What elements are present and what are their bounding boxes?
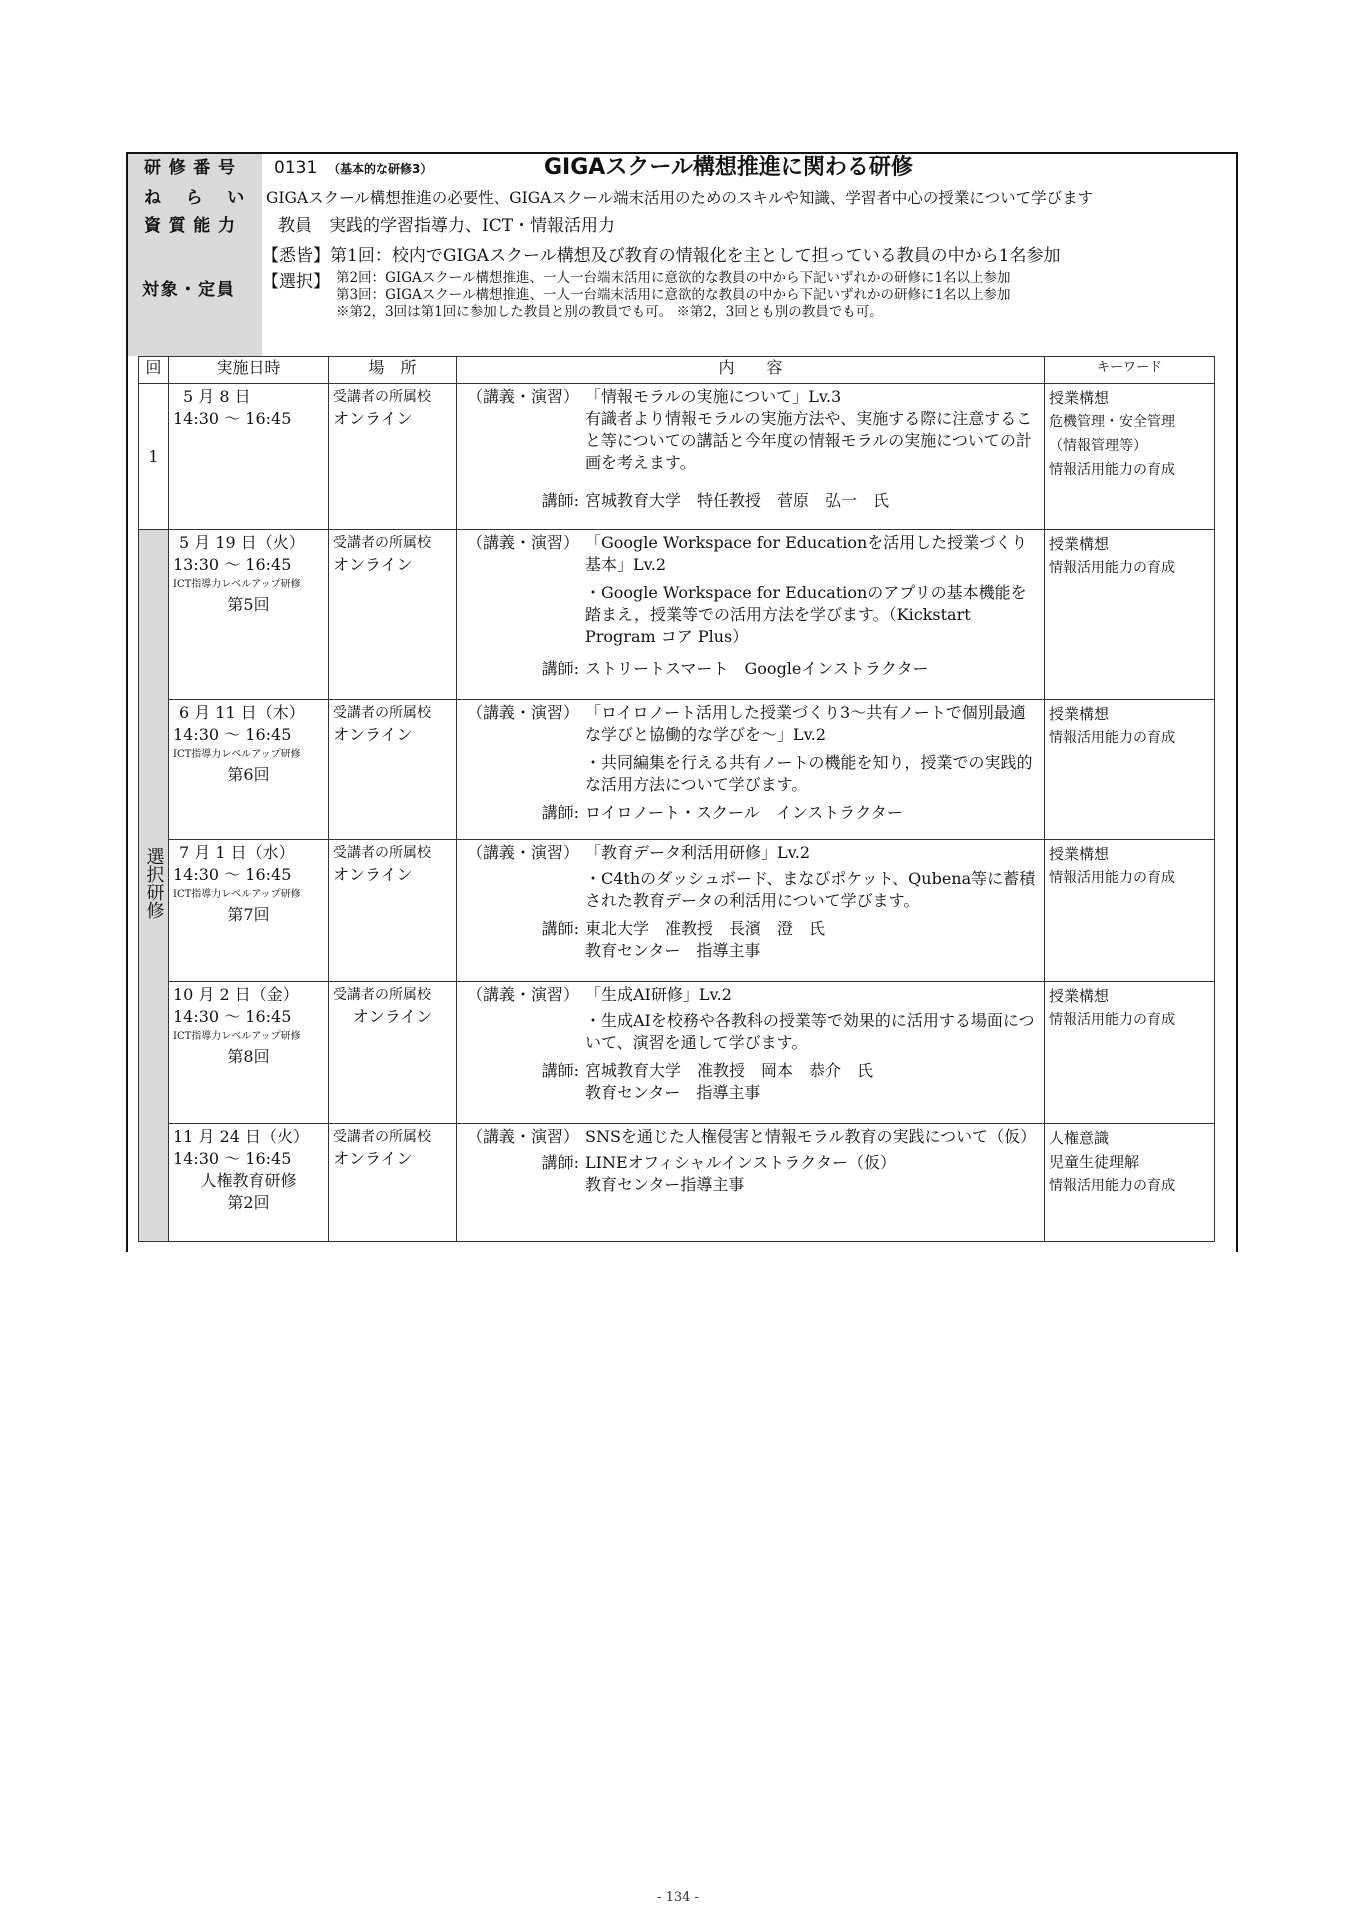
content-title: 「情報モラルの実施について」Lv.3 [585,387,842,406]
target-label: 対象・定員 [128,240,262,356]
session-note: 人権教育研修 [200,1171,297,1190]
training-category: （基本的な研修3） [328,162,433,176]
place-school: 受講者の所属校 [333,389,431,405]
target-line-1: 【悉皆】第1回：校内でGIGAスクール構想及び教育の情報化を主として担っている教員の中から1名参加 [262,246,1061,266]
keyword: 授業構想 [1049,389,1110,407]
lecturer: ロイロノート・スクール インストラクター [585,803,903,822]
date: 5 月 8 日 [183,387,251,406]
training-number-label: 研修番号 [128,154,262,184]
keyword: 児童生徒理解 [1049,1153,1140,1171]
row-keywords [1045,982,1215,1124]
time: 14:30 〜 16:45 [173,1149,292,1168]
content-title: 「ロイロノート活用した授業づくり3〜共有ノートで個別最適な学びと協働的な学びを〜」Lv.2 [585,703,1026,744]
table-row [139,530,1215,700]
row-date [169,700,329,840]
row-content [457,982,1045,1124]
schedule-table [138,356,1215,1242]
keyword: 情報活用能力の育成 [1049,462,1175,478]
keyword: 情報活用能力の育成 [1049,1012,1175,1028]
date: 10 月 2 日（金） [173,985,299,1004]
lecturer: 東北大学 准教授 長濱 澄 氏 [585,919,826,938]
row-keywords [1045,1124,1215,1242]
row-content [457,384,1045,530]
session-note: ICT指導力レベルアップ研修 [173,1031,301,1042]
lecturer-label: 講師: [541,1061,579,1080]
content-type: （講義・演習） [466,843,579,862]
time: 13:30 〜 16:45 [173,555,292,574]
lecturer: ストリートスマート Googleインストラクター [585,659,929,678]
session-note: ICT指導力レベルアップ研修 [173,889,301,900]
keyword: 情報活用能力の育成 [1049,870,1175,886]
row-content [457,840,1045,982]
content-type: （講義・演習） [466,387,579,406]
col-kai: 回 [139,357,169,384]
session-note: ICT指導力レベルアップ研修 [173,749,301,760]
table-row [139,982,1215,1124]
target-small-3: ※第2，3回は第1回に参加した教員と別の教員でも可。 ※第2，3回とも別の教員でも可。 [336,304,883,320]
keyword: 危機管理・安全管理 [1049,414,1175,430]
content-title: SNSを通じた人権侵害と情報モラル教育の実践について（仮） [585,1127,1037,1146]
ability-text: 教員 実践的学習指導力、ICT・情報活用力 [278,216,616,236]
col-keyword: キーワード [1045,357,1215,384]
content-title: 「Google Workspace for Educationを活用した授業づくり 基本」Lv.2 [585,533,1044,574]
aim-text: GIGAスクール構想推進の必要性、GIGAスクール端末活用のためのスキルや知識、学習者中心の授業について学びます [266,189,1094,207]
table-row [139,840,1215,982]
place-online: オンライン [333,1149,413,1168]
time: 14:30 〜 16:45 [173,409,292,428]
content-desc: ・生成AIを校務や各教科の授業等で効果的に活用する場面について、演習を通して学びます。 [585,1011,1035,1052]
lecturer: 教育センター指導主事 [585,1175,745,1194]
content-desc: ・C4thのダッシュボード、まなびポケット、Qubena等に蓄積された教育データの利活用について学びます。 [585,869,1036,910]
lecturer: 教育センター 指導主事 [585,941,761,960]
keyword: 授業構想 [1049,987,1110,1005]
row-keywords [1045,384,1215,530]
place-school: 受講者の所属校 [333,705,431,721]
ability-label: 資質能力 [128,212,262,240]
row-place [329,982,457,1124]
row-kai: 1 [139,384,169,530]
content-title: 「教育データ利活用研修」Lv.2 [585,843,811,862]
row-date [169,982,329,1124]
page-title: GIGAスクール構想推進に関わる研修 [544,155,913,180]
row-place [329,700,457,840]
row-keywords [1045,530,1215,700]
content-desc: 有識者より情報モラルの実施方法や、実施する際に注意すること等についての講話と今年度の情報モラルの実施についての計画を考えます。 [585,409,1033,472]
lecturer: 宮城教育大学 特任教授 菅原 弘一 氏 [585,491,890,510]
col-content: 内 容 [457,357,1045,384]
row-date [169,840,329,982]
place-online: オンライン [333,409,413,428]
row-keywords [1045,700,1215,840]
page-number: - 134 - [657,1890,699,1905]
lecturer: LINEオフィシャルインストラクター（仮） [585,1153,896,1172]
lecturer-label: 講師: [541,659,579,678]
keyword: 授業構想 [1049,705,1110,723]
row-place [329,530,457,700]
row-place [329,384,457,530]
place-online: オンライン [333,865,413,884]
place-online: オンライン [333,555,413,574]
keyword: 情報活用能力の育成 [1049,730,1175,746]
content-type: （講義・演習） [466,533,579,552]
lecturer-label: 講師: [541,1153,579,1172]
table-header-row [139,357,1215,384]
lecturer-label: 講師: [541,919,579,938]
place-school: 受講者の所属校 [333,987,431,1003]
session-number: 第8回 [227,1047,270,1066]
date: 11 月 24 日（火） [173,1127,309,1146]
session-number: 第6回 [227,765,270,784]
keyword: 授業構想 [1049,845,1110,863]
selective-label: 選択研修 [143,846,165,919]
keyword: 人権意識 [1049,1129,1110,1147]
session-note: ICT指導力レベルアップ研修 [173,579,301,590]
row-date [169,1124,329,1242]
content-type: （講義・演習） [466,703,579,722]
place-school: 受講者の所属校 [333,535,431,551]
keyword: （情報管理等） [1049,438,1147,454]
col-date: 実施日時 [169,357,329,384]
place-school: 受講者の所属校 [333,1129,431,1145]
place-online: オンライン [352,1007,433,1026]
lecturer-label: 講師: [541,803,579,822]
time: 14:30 〜 16:45 [173,865,292,884]
time: 14:30 〜 16:45 [173,725,292,744]
session-number: 第5回 [227,595,270,614]
content-desc: ・Google Workspace for Educationのアプリの基本機能を踏まえ，授業等での活用方法を学びます。（Kickstart Program コア Plus） [585,583,1027,646]
content-title: 「生成AI研修」Lv.2 [585,985,732,1004]
date: 7 月 1 日（水） [179,843,295,862]
content-type: （講義・演習） [466,1127,579,1146]
target-small-2: 第3回：GIGAスクール構想推進、一人一台端末活用に意欲的な教員の中から下記いずれかの研修に1名以上参加 [336,287,1011,303]
content-type: （講義・演習） [466,985,579,1004]
target-line-2: 【選択】 [262,272,330,292]
row-date [169,530,329,700]
target-small-1: 第2回：GIGAスクール構想推進、一人一台端末活用に意欲的な教員の中から下記いずれかの研修に1名以上参加 [336,270,1011,286]
aim-label: ねらい [128,184,262,212]
row-place [329,1124,457,1242]
row-keywords [1045,840,1215,982]
col-place: 場 所 [329,357,457,384]
row-place [329,840,457,982]
keyword: 授業構想 [1049,535,1110,553]
table-row [139,384,1215,530]
content-desc: ・共同編集を行える共有ノートの機能を知り，授業での実践的な活用方法について学びます。 [585,753,1033,794]
training-number: 0131 [274,158,318,178]
row-kai-selective [139,530,169,1242]
date: 5 月 19 日（火） [179,533,305,552]
keyword: 情報活用能力の育成 [1049,1178,1175,1194]
row-content [457,700,1045,840]
keyword: 情報活用能力の育成 [1049,560,1175,576]
place-online: オンライン [333,725,413,744]
row-content [457,530,1045,700]
table-row [139,1124,1215,1242]
lecturer-label: 講師: [541,491,579,510]
row-date [169,384,329,530]
lecturer: 宮城教育大学 准教授 岡本 恭介 氏 [585,1061,874,1080]
table-row [139,700,1215,840]
session-number: 第7回 [227,905,270,924]
time: 14:30 〜 16:45 [173,1007,292,1026]
session-number: 第2回 [227,1193,270,1212]
date: 6 月 11 日（木） [179,703,305,722]
row-content [457,1124,1045,1242]
lecturer: 教育センター 指導主事 [585,1083,761,1102]
place-school: 受講者の所属校 [333,845,431,861]
